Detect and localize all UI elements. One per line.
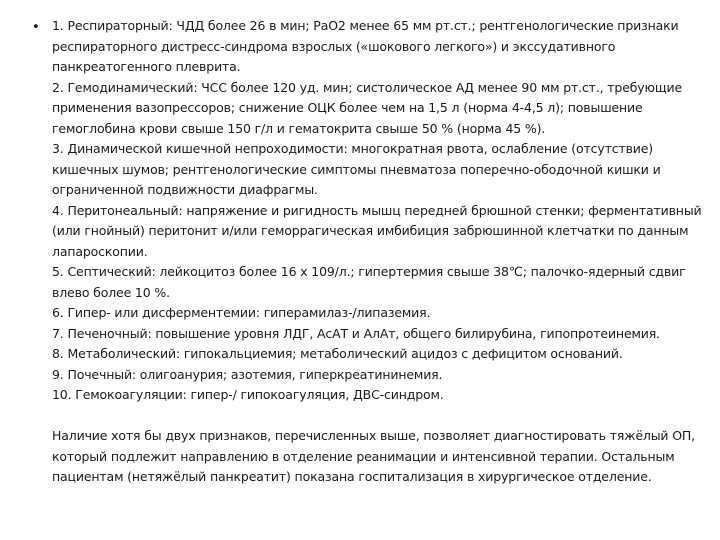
paragraph-spacer (52, 406, 702, 427)
criterion-item: 5. Септический: лейкоцитоз более 16 x 109/л.; гипертермия свыше 38℃; палочко-ядерный сдвиг влево более 10 %. (52, 264, 686, 300)
conclusion-text: Наличие хотя бы двух признаков, перечисленных выше, позволяет диагностировать тяжёлый ОП, который подлежит направлению в отделение реанимации и интенсивной терапии. Остальным пациентам (нетяжёлый панкреатит) показана госпитализация в хирургическое отделение. (52, 428, 695, 484)
criterion-item: 9. Почечный: олигоанурия; азотемия, гиперкреатининемия. (52, 366, 443, 382)
criteria-list (52, 16, 702, 406)
criterion-item: 3. Динамической кишечной непроходимости: многократная рвота, ослабление (отсутствие) кишечных шумов; рентгенологические симптомы пневматоза поперечно-ободочной кишки и ограниченной подвижности диафрагмы. (52, 141, 661, 197)
criterion-item: 2. Гемодинамический: ЧСС более 120 уд. мин; систолическое АД менее 90 мм рт.ст., требующие применения вазопрессоров; снижение ОЦК более чем на 1,5 л (норма 4-4,5 л); повышение гемоглобина крови свыше 150 г/л и гематокрита свыше 50 % (норма 45 %). (52, 79, 683, 136)
criterion-item: 4. Перитонеальный: напряжение и ригидность мышц передней брюшной стенки; ферментативный (или гнойный) перитонит и/или геморрагическая имбибиция забрюшинной клетчатки по данным лапароскопии. (52, 202, 702, 259)
criterion-item: 1. Респираторный: ЧДД более 26 в мин; РаО2 менее 65 мм рт.ст.; рентгенологические признаки респираторного дистресс-синдрома взрослых («шокового легкого») и экссудативного панкреатогенного плеврита. (52, 18, 679, 74)
criterion-item: 7. Печеночный: повышение уровня ЛДГ, АсАТ и АлАт, общего билирубина, гипопротеинемия. (52, 325, 660, 341)
slide-body-text (52, 16, 702, 488)
criterion-item: 10. Гемокоагуляции: гипер-/ гипокоагуляция, ДВС-синдром. (52, 387, 444, 402)
criterion-item: 6. Гипер- или дисферментемии: гиперамилаз-/липаземия. (52, 305, 431, 320)
criterion-item: 8. Метаболический: гипокальциемия; метаболический ацидоз с дефицитом оснований. (52, 346, 623, 361)
conclusion-paragraph (52, 426, 702, 488)
bullet-marker: • (32, 20, 40, 35)
